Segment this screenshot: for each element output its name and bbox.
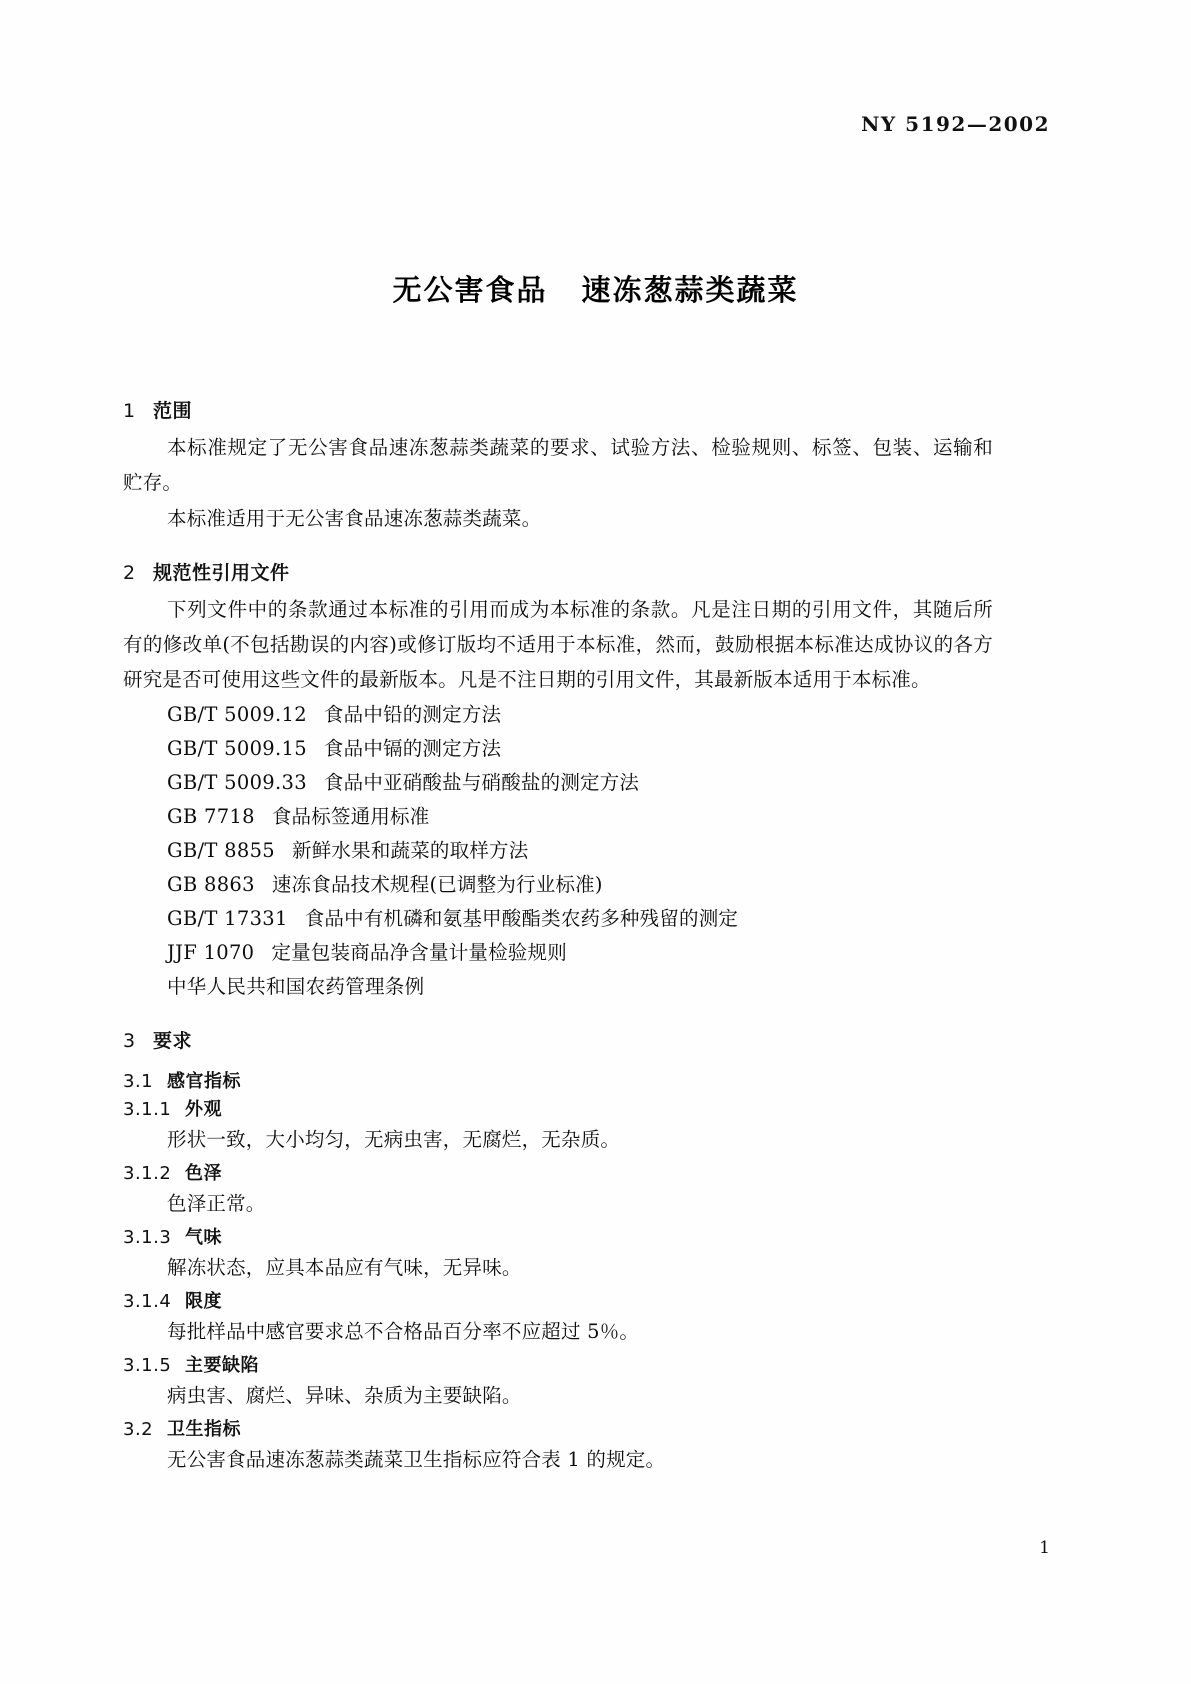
section-heading-color bbox=[123, 1159, 993, 1185]
reference-title: 食品中亚硝酸盐与硝酸盐的测定方法 bbox=[323, 771, 640, 794]
section-title-color: 色泽 bbox=[185, 1163, 222, 1184]
section-title-sensory: 感官指标 bbox=[167, 1071, 241, 1092]
section-title-odor: 气味 bbox=[185, 1227, 222, 1248]
section-title-references: 规范性引用文件 bbox=[153, 562, 290, 584]
section-number-color: 3.1.2 bbox=[123, 1163, 172, 1184]
reference-item bbox=[123, 834, 993, 868]
document-title-part2: 速冻葱蒜类蔬菜 bbox=[581, 273, 799, 308]
page-number: 1 bbox=[1039, 1538, 1050, 1558]
section-number-sensory: 3.1 bbox=[123, 1071, 154, 1092]
reference-code: 中华人民共和国农药管理条例 bbox=[167, 975, 425, 998]
document-body bbox=[123, 396, 993, 1479]
references-paragraph: 下列文件中的条款通过本标准的引用而成为本标准的条款。凡是注日期的引用文件，其随后所有的修改单(不包括勘误的内容)或修订版均不适用于本标准，然而，鼓励根据本标准达成协议的各方研究是否可使用这些文件的最新版本。凡是不注日期的引用文件，其最新版本适用于本标准。 bbox=[123, 598, 993, 691]
scope-paragraph-1: 本标准规定了无公害食品速冻葱蒜类蔬菜的要求、试验方法、检验规则、标签、包装、运输和贮存。 bbox=[123, 436, 993, 494]
document-title-part1: 无公害食品 bbox=[392, 273, 548, 308]
section-heading-odor bbox=[123, 1223, 993, 1249]
reference-item bbox=[123, 868, 993, 902]
section-heading-scope bbox=[123, 396, 993, 423]
reference-title: 食品中有机磷和氨基甲酸酯类农药多种残留的测定 bbox=[304, 907, 739, 930]
reference-item bbox=[123, 902, 993, 936]
section-heading-defects bbox=[123, 1351, 993, 1377]
reference-item bbox=[123, 698, 993, 732]
reference-title: 食品中镉的测定方法 bbox=[323, 737, 502, 760]
reference-title: 速冻食品技术规程(已调整为行业标准) bbox=[271, 873, 603, 896]
section-heading-references bbox=[123, 558, 993, 585]
reference-item bbox=[123, 732, 993, 766]
document-title bbox=[0, 268, 1191, 309]
reference-title: 食品标签通用标准 bbox=[271, 805, 430, 828]
reference-code: GB 8863 bbox=[167, 873, 255, 896]
reference-item bbox=[123, 766, 993, 800]
reference-code: GB/T 8855 bbox=[167, 839, 276, 862]
page-header-standard-code: NY 5192—2002 bbox=[861, 112, 1050, 136]
section-number-requirements: 3 bbox=[123, 1030, 136, 1052]
defects-text: 病虫害、腐烂、异味、杂质为主要缺陷。 bbox=[167, 1384, 522, 1407]
reference-code: GB/T 5009.12 bbox=[167, 703, 307, 726]
reference-item bbox=[123, 970, 993, 1004]
section-title-appearance: 外观 bbox=[185, 1099, 222, 1120]
section-heading-requirements bbox=[123, 1026, 993, 1053]
reference-title: 定量包装商品净含量计量检验规则 bbox=[271, 941, 567, 964]
section-number-defects: 3.1.5 bbox=[123, 1355, 172, 1376]
section-number-limit: 3.1.4 bbox=[123, 1291, 172, 1312]
reference-code: JJF 1070 bbox=[167, 941, 255, 964]
section-number-hygiene: 3.2 bbox=[123, 1419, 154, 1440]
section-heading-hygiene bbox=[123, 1415, 993, 1441]
reference-item bbox=[123, 936, 993, 970]
section-heading-limit bbox=[123, 1287, 993, 1313]
reference-code: GB/T 17331 bbox=[167, 907, 288, 930]
reference-item bbox=[123, 800, 993, 834]
limit-text: 每批样品中感官要求总不合格品百分率不应超过 5％。 bbox=[167, 1320, 640, 1343]
section-number-references: 2 bbox=[123, 562, 136, 584]
color-text: 色泽正常。 bbox=[167, 1192, 266, 1215]
reference-code: GB/T 5009.33 bbox=[167, 771, 307, 794]
scope-paragraph-2: 本标准适用于无公害食品速冻葱蒜类蔬菜。 bbox=[167, 507, 542, 530]
reference-code: GB 7718 bbox=[167, 805, 255, 828]
section-heading-appearance bbox=[123, 1095, 993, 1121]
section-number-appearance: 3.1.1 bbox=[123, 1099, 172, 1120]
reference-code: GB/T 5009.15 bbox=[167, 737, 307, 760]
reference-title: 新鲜水果和蔬菜的取样方法 bbox=[292, 839, 529, 862]
section-title-limit: 限度 bbox=[185, 1291, 222, 1312]
reference-title: 食品中铅的测定方法 bbox=[323, 703, 502, 726]
section-title-defects: 主要缺陷 bbox=[185, 1355, 259, 1376]
section-number-odor: 3.1.3 bbox=[123, 1227, 172, 1248]
section-title-scope: 范围 bbox=[153, 400, 193, 422]
section-title-hygiene: 卫生指标 bbox=[167, 1419, 241, 1440]
normative-reference-list bbox=[123, 698, 993, 1004]
appearance-text: 形状一致，大小均匀，无病虫害，无腐烂，无杂质。 bbox=[167, 1128, 621, 1151]
section-heading-sensory bbox=[123, 1067, 993, 1093]
odor-text: 解冻状态，应具本品应有气味，无异味。 bbox=[167, 1256, 522, 1279]
section-title-requirements: 要求 bbox=[153, 1030, 193, 1052]
section-number-scope: 1 bbox=[123, 400, 136, 422]
hygiene-text: 无公害食品速冻葱蒜类蔬菜卫生指标应符合表 1 的规定。 bbox=[167, 1448, 666, 1471]
